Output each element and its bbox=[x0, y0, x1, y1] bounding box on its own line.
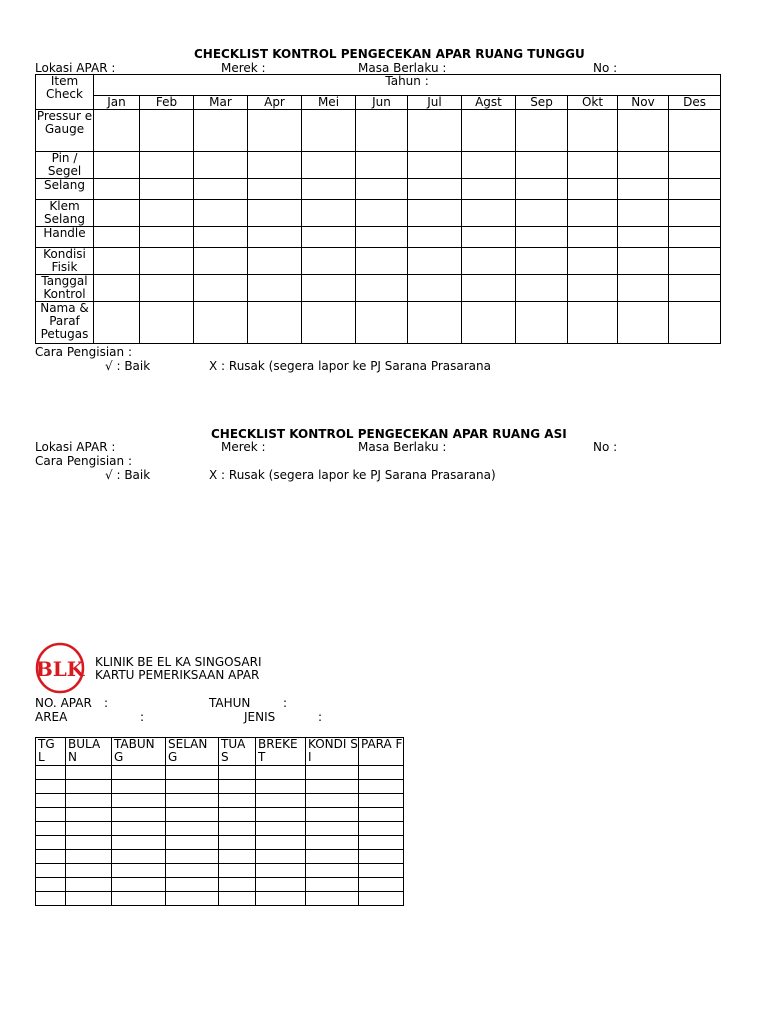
card-column-header: BULA N bbox=[66, 738, 112, 766]
check-cell[interactable] bbox=[669, 248, 721, 275]
check-cell[interactable] bbox=[618, 152, 669, 179]
check-cell[interactable] bbox=[356, 200, 408, 227]
card-cell[interactable] bbox=[219, 864, 256, 878]
card-cell[interactable] bbox=[219, 808, 256, 822]
checklist-row bbox=[36, 227, 721, 248]
check-cell[interactable] bbox=[302, 227, 356, 248]
check-cell[interactable] bbox=[94, 227, 140, 248]
item-label: Pin / Segel bbox=[36, 152, 94, 179]
card-cell[interactable] bbox=[36, 808, 66, 822]
table-row bbox=[36, 878, 404, 892]
check-cell[interactable] bbox=[516, 275, 568, 302]
card-cell[interactable] bbox=[112, 892, 166, 906]
item-label: Kondisi Fisik bbox=[36, 248, 94, 275]
check-cell[interactable] bbox=[140, 110, 194, 152]
check-cell[interactable] bbox=[462, 200, 516, 227]
merek-label-2: Merek : bbox=[221, 440, 266, 454]
lokasi-apar-label: Lokasi APAR : bbox=[35, 61, 116, 75]
card-cell[interactable] bbox=[112, 766, 166, 780]
checklist-row bbox=[36, 302, 721, 344]
check-cell[interactable] bbox=[408, 200, 462, 227]
check-cell[interactable] bbox=[302, 248, 356, 275]
check-cell[interactable] bbox=[568, 248, 618, 275]
checklist-row bbox=[36, 200, 721, 227]
card-cell[interactable] bbox=[66, 864, 112, 878]
check-cell[interactable] bbox=[618, 275, 669, 302]
card-cell[interactable] bbox=[166, 794, 219, 808]
check-cell[interactable] bbox=[140, 152, 194, 179]
check-cell[interactable] bbox=[568, 179, 618, 200]
checklist-row bbox=[36, 179, 721, 200]
card-cell[interactable] bbox=[306, 766, 359, 780]
inspection-card-table bbox=[35, 737, 404, 906]
jenis-colon: : bbox=[318, 710, 323, 724]
card-cell[interactable] bbox=[306, 808, 359, 822]
check-cell[interactable] bbox=[462, 179, 516, 200]
check-cell[interactable] bbox=[302, 302, 356, 344]
check-cell[interactable] bbox=[568, 302, 618, 344]
merek-label: Merek : bbox=[221, 61, 266, 75]
masa-berlaku-label-2: Masa Berlaku : bbox=[358, 440, 447, 454]
month-header-mei: Mei bbox=[302, 96, 356, 110]
masa-berlaku-label: Masa Berlaku : bbox=[358, 61, 447, 75]
card-cell[interactable] bbox=[112, 850, 166, 864]
check-cell[interactable] bbox=[302, 179, 356, 200]
card-cell[interactable] bbox=[306, 822, 359, 836]
card-cell[interactable] bbox=[166, 878, 219, 892]
card-column-header: KONDI SI bbox=[306, 738, 359, 766]
check-cell[interactable] bbox=[140, 248, 194, 275]
card-cell[interactable] bbox=[219, 822, 256, 836]
check-cell[interactable] bbox=[248, 302, 302, 344]
check-cell[interactable] bbox=[194, 227, 248, 248]
check-cell[interactable] bbox=[140, 200, 194, 227]
check-cell[interactable] bbox=[140, 275, 194, 302]
baik-legend: √ : Baik bbox=[105, 359, 151, 373]
tahun-header: Tahun : bbox=[94, 75, 721, 96]
no-label: No : bbox=[593, 61, 618, 75]
month-header-apr: Apr bbox=[248, 96, 302, 110]
baik-legend-2: √ : Baik bbox=[105, 468, 151, 482]
card-cell[interactable] bbox=[306, 836, 359, 850]
check-cell[interactable] bbox=[516, 152, 568, 179]
check-cell[interactable] bbox=[516, 302, 568, 344]
card-cell[interactable] bbox=[36, 836, 66, 850]
card-cell[interactable] bbox=[66, 836, 112, 850]
card-cell[interactable] bbox=[66, 878, 112, 892]
card-cell[interactable] bbox=[112, 836, 166, 850]
card-cell[interactable] bbox=[256, 822, 306, 836]
table-row bbox=[36, 864, 404, 878]
check-cell[interactable] bbox=[462, 302, 516, 344]
card-cell[interactable] bbox=[66, 892, 112, 906]
rusak-legend-2: X : Rusak (segera lapor ke PJ Sarana Prasarana) bbox=[209, 468, 496, 482]
item-check-header: Item Check bbox=[36, 75, 94, 110]
lokasi-apar-label-2: Lokasi APAR : bbox=[35, 440, 116, 454]
check-cell[interactable] bbox=[194, 110, 248, 152]
card-cell[interactable] bbox=[166, 808, 219, 822]
check-cell[interactable] bbox=[618, 179, 669, 200]
check-cell[interactable] bbox=[194, 275, 248, 302]
check-cell[interactable] bbox=[618, 110, 669, 152]
card-cell[interactable] bbox=[112, 878, 166, 892]
table-row bbox=[36, 794, 404, 808]
check-cell[interactable] bbox=[568, 275, 618, 302]
check-cell[interactable] bbox=[618, 227, 669, 248]
card-cell[interactable] bbox=[219, 766, 256, 780]
card-cell[interactable] bbox=[66, 808, 112, 822]
item-label: Klem Selang bbox=[36, 200, 94, 227]
check-cell[interactable] bbox=[140, 302, 194, 344]
month-header-jul: Jul bbox=[408, 96, 462, 110]
card-cell[interactable] bbox=[36, 892, 66, 906]
card-cell[interactable] bbox=[256, 780, 306, 794]
card-cell[interactable] bbox=[219, 794, 256, 808]
month-header-nov: Nov bbox=[618, 96, 669, 110]
card-cell[interactable] bbox=[166, 766, 219, 780]
check-cell[interactable] bbox=[669, 275, 721, 302]
card-cell[interactable] bbox=[66, 794, 112, 808]
card-cell[interactable] bbox=[219, 892, 256, 906]
check-cell[interactable] bbox=[94, 152, 140, 179]
checklist-row bbox=[36, 275, 721, 302]
cara-pengisian-label: Cara Pengisian : bbox=[35, 345, 132, 359]
card-cell[interactable] bbox=[359, 864, 404, 878]
check-cell[interactable] bbox=[408, 152, 462, 179]
card-cell[interactable] bbox=[166, 864, 219, 878]
check-cell[interactable] bbox=[408, 275, 462, 302]
month-header-jan: Jan bbox=[94, 96, 140, 110]
card-cell[interactable] bbox=[219, 878, 256, 892]
clinic-name: KLINIK BE EL KA SINGOSARI bbox=[95, 655, 262, 669]
month-header-des: Des bbox=[669, 96, 721, 110]
card-cell[interactable] bbox=[112, 864, 166, 878]
check-cell[interactable] bbox=[408, 179, 462, 200]
card-cell[interactable] bbox=[306, 850, 359, 864]
card-column-header: TUA S bbox=[219, 738, 256, 766]
check-cell[interactable] bbox=[248, 110, 302, 152]
check-cell[interactable] bbox=[516, 248, 568, 275]
check-cell[interactable] bbox=[140, 179, 194, 200]
card-cell[interactable] bbox=[66, 850, 112, 864]
card-cell[interactable] bbox=[36, 780, 66, 794]
month-header-sep: Sep bbox=[516, 96, 568, 110]
card-cell[interactable] bbox=[256, 892, 306, 906]
card-cell[interactable] bbox=[219, 850, 256, 864]
card-cell[interactable] bbox=[359, 822, 404, 836]
table-row bbox=[36, 822, 404, 836]
card-cell[interactable] bbox=[112, 808, 166, 822]
check-cell[interactable] bbox=[669, 110, 721, 152]
card-cell[interactable] bbox=[256, 850, 306, 864]
table-row bbox=[36, 808, 404, 822]
check-cell[interactable] bbox=[302, 200, 356, 227]
card-cell[interactable] bbox=[359, 878, 404, 892]
check-cell[interactable] bbox=[618, 248, 669, 275]
card-cell[interactable] bbox=[36, 878, 66, 892]
card-cell[interactable] bbox=[256, 794, 306, 808]
card-cell[interactable] bbox=[166, 822, 219, 836]
card-cell[interactable] bbox=[359, 780, 404, 794]
check-cell[interactable] bbox=[194, 152, 248, 179]
check-cell[interactable] bbox=[568, 227, 618, 248]
month-header-okt: Okt bbox=[568, 96, 618, 110]
check-cell[interactable] bbox=[356, 152, 408, 179]
card-cell[interactable] bbox=[306, 794, 359, 808]
check-cell[interactable] bbox=[462, 227, 516, 248]
card-cell[interactable] bbox=[36, 822, 66, 836]
check-cell[interactable] bbox=[248, 275, 302, 302]
check-cell[interactable] bbox=[516, 110, 568, 152]
tahun-label: TAHUN bbox=[209, 696, 251, 710]
card-cell[interactable] bbox=[112, 780, 166, 794]
check-cell[interactable] bbox=[462, 110, 516, 152]
check-cell[interactable] bbox=[356, 275, 408, 302]
card-cell[interactable] bbox=[306, 780, 359, 794]
card-cell[interactable] bbox=[36, 864, 66, 878]
check-cell[interactable] bbox=[302, 275, 356, 302]
check-cell[interactable] bbox=[462, 248, 516, 275]
check-cell[interactable] bbox=[248, 152, 302, 179]
card-column-header: BREKE T bbox=[256, 738, 306, 766]
area-label: AREA bbox=[35, 710, 68, 724]
month-header-mar: Mar bbox=[194, 96, 248, 110]
check-cell[interactable] bbox=[356, 179, 408, 200]
month-header-jun: Jun bbox=[356, 96, 408, 110]
item-label: Tanggal Kontrol bbox=[36, 275, 94, 302]
check-cell[interactable] bbox=[356, 110, 408, 152]
check-cell[interactable] bbox=[194, 248, 248, 275]
check-cell[interactable] bbox=[94, 179, 140, 200]
month-header-row bbox=[36, 96, 721, 110]
rusak-legend: X : Rusak (segera lapor ke PJ Sarana Prasarana bbox=[209, 359, 491, 373]
check-cell[interactable] bbox=[568, 152, 618, 179]
check-cell[interactable] bbox=[94, 200, 140, 227]
card-cell[interactable] bbox=[306, 878, 359, 892]
check-cell[interactable] bbox=[408, 227, 462, 248]
card-cell[interactable] bbox=[256, 808, 306, 822]
area-colon: : bbox=[140, 710, 145, 724]
card-cell[interactable] bbox=[219, 836, 256, 850]
card-cell[interactable] bbox=[256, 766, 306, 780]
section2-title: CHECKLIST KONTROL PENGECEKAN APAR RUANG ASI bbox=[211, 427, 567, 441]
check-cell[interactable] bbox=[462, 275, 516, 302]
month-header-feb: Feb bbox=[140, 96, 194, 110]
monthly-checklist-table bbox=[35, 74, 721, 344]
check-cell[interactable] bbox=[356, 248, 408, 275]
card-cell[interactable] bbox=[359, 836, 404, 850]
check-cell[interactable] bbox=[248, 179, 302, 200]
card-cell[interactable] bbox=[66, 780, 112, 794]
item-label: Pressur e Gauge bbox=[36, 110, 94, 152]
item-label: Selang bbox=[36, 179, 94, 200]
card-cell[interactable] bbox=[256, 864, 306, 878]
check-cell[interactable] bbox=[618, 302, 669, 344]
month-header-agst: Agst bbox=[462, 96, 516, 110]
card-title: KARTU PEMERIKSAAN APAR bbox=[95, 668, 260, 682]
item-label: Handle bbox=[36, 227, 94, 248]
cara-pengisian-label-2: Cara Pengisian : bbox=[35, 454, 132, 468]
check-cell[interactable] bbox=[408, 248, 462, 275]
check-cell[interactable] bbox=[356, 302, 408, 344]
checklist-row bbox=[36, 152, 721, 179]
blk-logo bbox=[35, 642, 85, 694]
table-row bbox=[36, 766, 404, 780]
card-cell[interactable] bbox=[36, 850, 66, 864]
card-cell[interactable] bbox=[256, 836, 306, 850]
card-cell[interactable] bbox=[359, 892, 404, 906]
check-cell[interactable] bbox=[194, 179, 248, 200]
card-column-header: SELAN G bbox=[166, 738, 219, 766]
jenis-label: JENIS bbox=[244, 710, 276, 724]
tahun-colon: : bbox=[283, 696, 288, 710]
svg-text:BLK: BLK bbox=[35, 657, 85, 681]
check-cell[interactable] bbox=[302, 110, 356, 152]
check-cell[interactable] bbox=[669, 227, 721, 248]
check-cell[interactable] bbox=[140, 227, 194, 248]
card-cell[interactable] bbox=[166, 836, 219, 850]
check-cell[interactable] bbox=[516, 227, 568, 248]
check-cell[interactable] bbox=[669, 200, 721, 227]
check-cell[interactable] bbox=[248, 200, 302, 227]
check-cell[interactable] bbox=[568, 110, 618, 152]
card-column-header: TG L bbox=[36, 738, 66, 766]
card-cell[interactable] bbox=[66, 822, 112, 836]
check-cell[interactable] bbox=[248, 248, 302, 275]
table-row bbox=[36, 892, 404, 906]
check-cell[interactable] bbox=[408, 110, 462, 152]
card-cell[interactable] bbox=[166, 892, 219, 906]
card-cell[interactable] bbox=[166, 780, 219, 794]
card-cell[interactable] bbox=[36, 766, 66, 780]
card-cell[interactable] bbox=[166, 850, 219, 864]
card-column-header: PARA F bbox=[359, 738, 404, 766]
check-cell[interactable] bbox=[94, 248, 140, 275]
no-apar-colon: : bbox=[104, 696, 109, 710]
check-cell[interactable] bbox=[94, 275, 140, 302]
card-cell[interactable] bbox=[306, 864, 359, 878]
card-cell[interactable] bbox=[36, 794, 66, 808]
check-cell[interactable] bbox=[669, 179, 721, 200]
card-cell[interactable] bbox=[359, 794, 404, 808]
check-cell[interactable] bbox=[568, 200, 618, 227]
card-column-header: TABUN G bbox=[112, 738, 166, 766]
card-cell[interactable] bbox=[112, 794, 166, 808]
check-cell[interactable] bbox=[94, 110, 140, 152]
check-cell[interactable] bbox=[462, 152, 516, 179]
check-cell[interactable] bbox=[669, 302, 721, 344]
section1-title: CHECKLIST KONTROL PENGECEKAN APAR RUANG TUNGGU bbox=[194, 47, 585, 61]
check-cell[interactable] bbox=[408, 302, 462, 344]
table-row bbox=[36, 780, 404, 794]
check-cell[interactable] bbox=[516, 179, 568, 200]
check-cell[interactable] bbox=[248, 227, 302, 248]
no-label-2: No : bbox=[593, 440, 618, 454]
check-cell[interactable] bbox=[618, 200, 669, 227]
card-cell[interactable] bbox=[359, 766, 404, 780]
no-apar-label: NO. APAR bbox=[35, 696, 92, 710]
card-cell[interactable] bbox=[256, 878, 306, 892]
checklist-row bbox=[36, 248, 721, 275]
card-cell[interactable] bbox=[359, 850, 404, 864]
card-cell[interactable] bbox=[66, 766, 112, 780]
check-cell[interactable] bbox=[194, 200, 248, 227]
check-cell[interactable] bbox=[194, 302, 248, 344]
check-cell[interactable] bbox=[302, 152, 356, 179]
check-cell[interactable] bbox=[94, 302, 140, 344]
card-cell[interactable] bbox=[112, 822, 166, 836]
check-cell[interactable] bbox=[669, 152, 721, 179]
card-cell[interactable] bbox=[359, 808, 404, 822]
card-header-row bbox=[36, 738, 404, 766]
check-cell[interactable] bbox=[356, 227, 408, 248]
table-row bbox=[36, 836, 404, 850]
item-label: Nama & Paraf Petugas bbox=[36, 302, 94, 344]
checklist-row bbox=[36, 110, 721, 152]
table-row bbox=[36, 850, 404, 864]
card-cell[interactable] bbox=[306, 892, 359, 906]
card-cell[interactable] bbox=[219, 780, 256, 794]
check-cell[interactable] bbox=[516, 200, 568, 227]
